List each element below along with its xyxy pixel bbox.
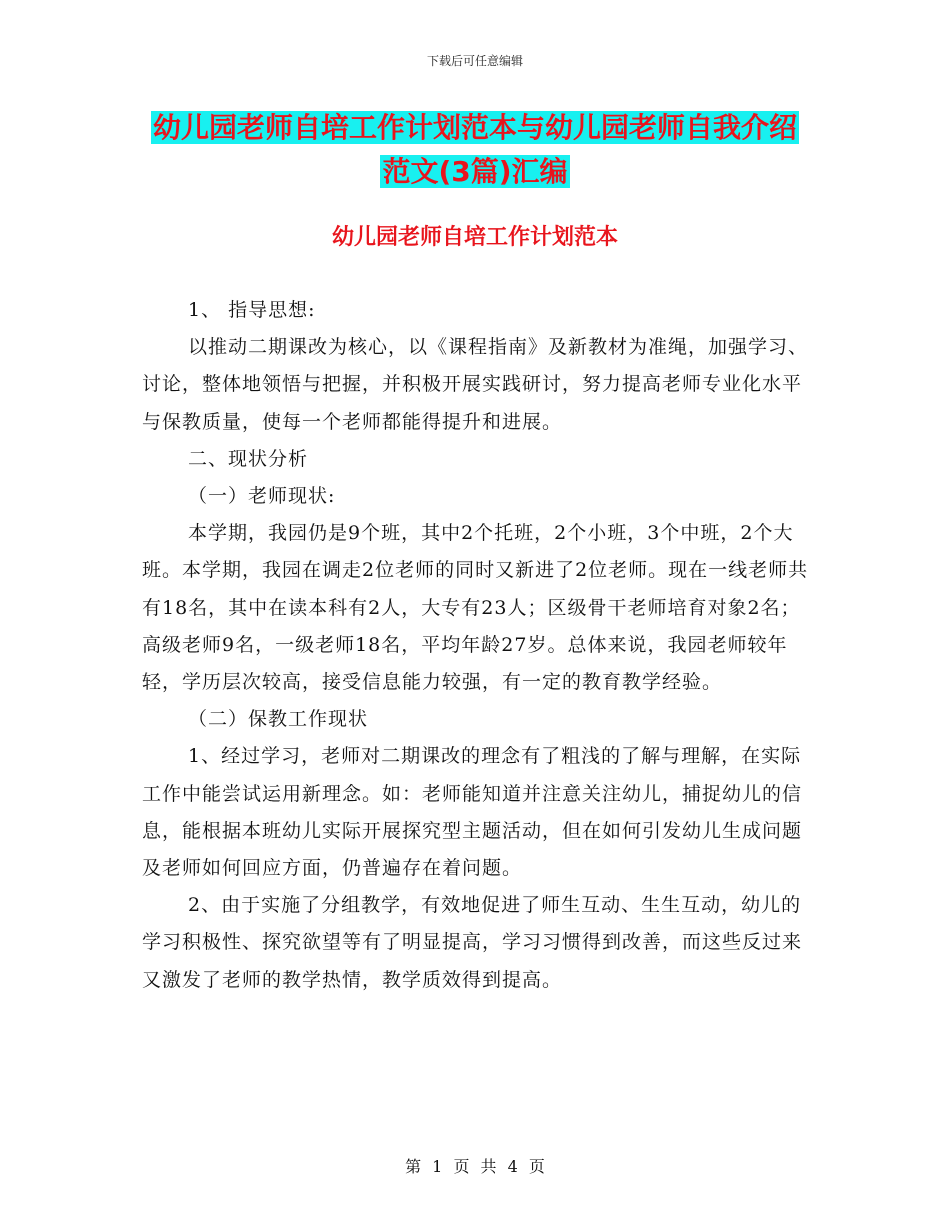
page-number-footer: 第 1 页 共 4 页: [405, 1157, 545, 1176]
paragraph-guiding-text: 以推动二期课改为核心，以《课程指南》及新教材为准绳，加强学习、讨论，整体地领悟与把握，并积极开展实践研讨，努力提高老师专业化水平与保教质量，使每一个老师都能得提升和进展。: [142, 336, 809, 433]
paragraph-care-status-2: 2、由于实施了分组教学，有效地促进了师生互动、生生互动，幼儿的学习积极性、探究欲望等有了明显提高，学习习惯得到改善，而这些反过来又激发了老师的教学热情，教学质效得到提高。: [142, 894, 803, 991]
paragraph-guiding-heading: 1、 指导思想:: [188, 299, 316, 321]
document-title-line-2: [0, 154, 950, 190]
section-title: 幼儿园老师自培工作计划范本: [331, 225, 618, 250]
title-highlight-2: 范文(3篇)汇编: [382, 155, 568, 188]
document-body: [142, 292, 812, 999]
document-title-line-1: [0, 110, 950, 146]
paragraph-status-heading: 二、现状分析: [188, 447, 309, 470]
paragraph-care-status-heading: （二）保教工作现状: [188, 708, 369, 731]
page-header-note: 下载后可任意编辑: [426, 54, 523, 68]
paragraph-teacher-status-text: 本学期，我园仍是9个班，其中2个托班，2个小班，3个中班，2个大班。本学期，我园在调走2位老师的同时又新进了2位老师。现在一线老师共有18名，其中在读本科有2人，大专有23人；区级骨干老师培育对象2名；高级老师9名，一级老师18名，平均年龄27岁。总体来说，我园老师较年轻，学历层次较高，接受信息能力较强，有一定的教育教学经验。: [142, 522, 809, 694]
title-highlight-1: 幼儿园老师自培工作计划范本与幼儿园老师自我介绍: [152, 111, 797, 144]
paragraph-care-status-1: 1、经过学习，老师对二期课改的理念有了粗浅的了解与理解，在实际工作中能尝试运用新理念。如：老师能知道并注意关注幼儿，捕捉幼儿的信息，能根据本班幼儿实际开展探究型主题活动，但在如何引发幼儿生成问题及老师如何回应方面，仍普遍存在着问题。: [142, 745, 803, 880]
paragraph-teacher-status-heading: （一）老师现状:: [188, 485, 336, 508]
